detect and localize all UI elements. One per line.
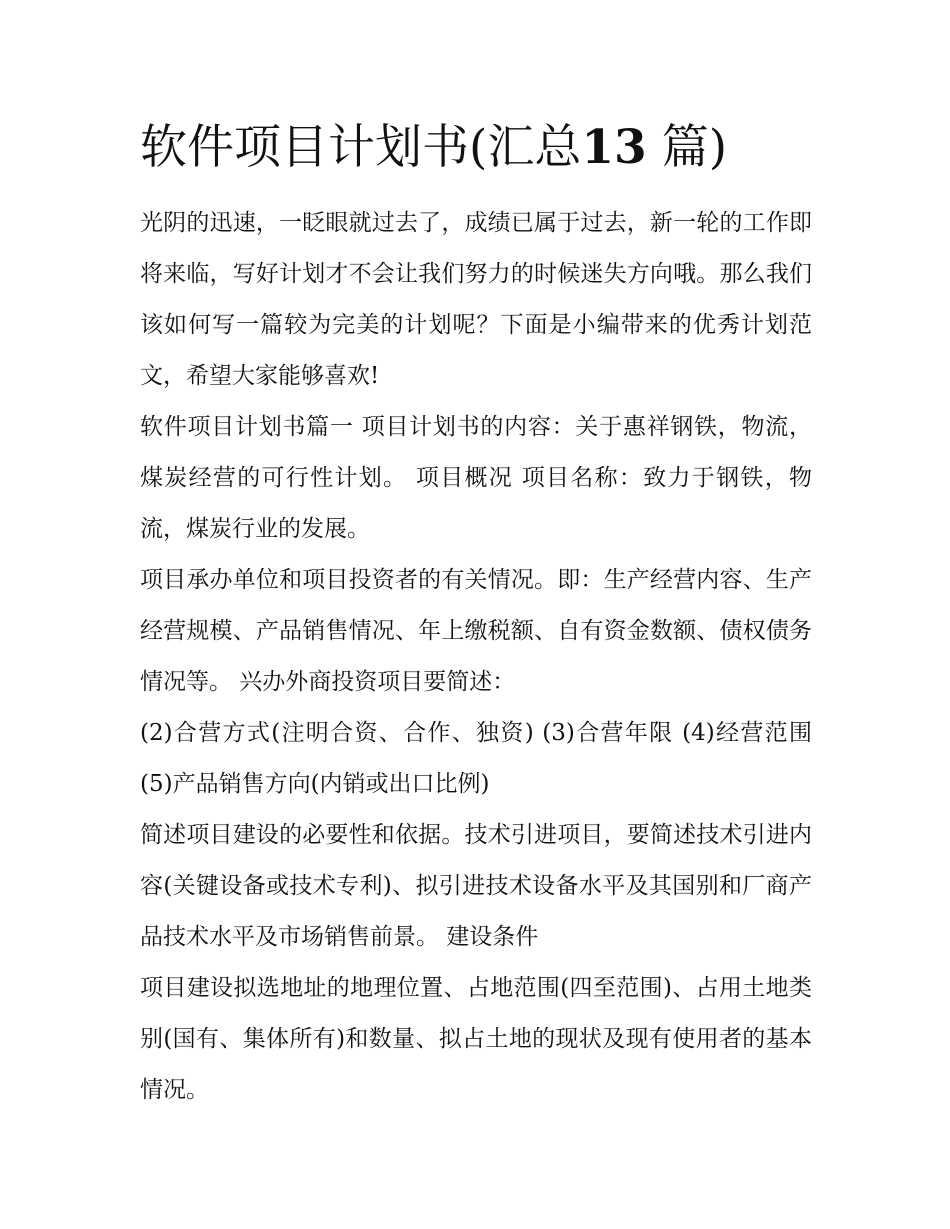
title-suffix: 篇) (661, 120, 728, 175)
title-prefix: 软件项目计划书(汇总 (140, 120, 582, 175)
document-title (140, 112, 727, 184)
paragraph-joint-venture: (2)合营方式(注明合资、合作、独资) (3)合营年限 (4)经营范围 (5)产品销售方向(内销或出口比例) (140, 720, 812, 797)
paragraph-sponsor-info: 项目承办单位和项目投资者的有关情况。即：生产经营内容、生产经营规模、产品销售情况、年上缴税额、自有资金数额、债权债务情况等。 兴办外商投资项目要简述： (140, 567, 812, 695)
paragraph-plan-one: 软件项目计划书篇一 项目计划书的内容：关于惠祥钢铁，物流，煤炭经营的可行性计划。 项目概况 项目名称：致力于钢铁，物流，煤炭行业的发展。 (140, 414, 812, 542)
title-number: 13 (581, 120, 647, 175)
paragraph-site: 项目建设拟选地址的地理位置、占地范围(四至范围)、占用土地类别(国有、集体所有)和数量、拟占土地的现状及现有使用者的基本情况。 (140, 975, 812, 1103)
paragraph-intro: 光阴的迅速，一眨眼就过去了，成绩已属于过去，新一轮的工作即将来临，写好计划才不会让我们努力的时候迷失方向哦。那么我们该如何写一篇较为完美的计划呢？下面是小编带来的优秀计划范文，希望大家能够喜欢! (140, 210, 812, 389)
paragraph-necessity: 简述项目建设的必要性和依据。技术引进项目，要简述技术引进内容(关键设备或技术专利)、拟引进技术设备水平及其国别和厂商产品技术水平及市场销售前景。 建设条件 (140, 822, 812, 950)
document-body (140, 198, 812, 1116)
